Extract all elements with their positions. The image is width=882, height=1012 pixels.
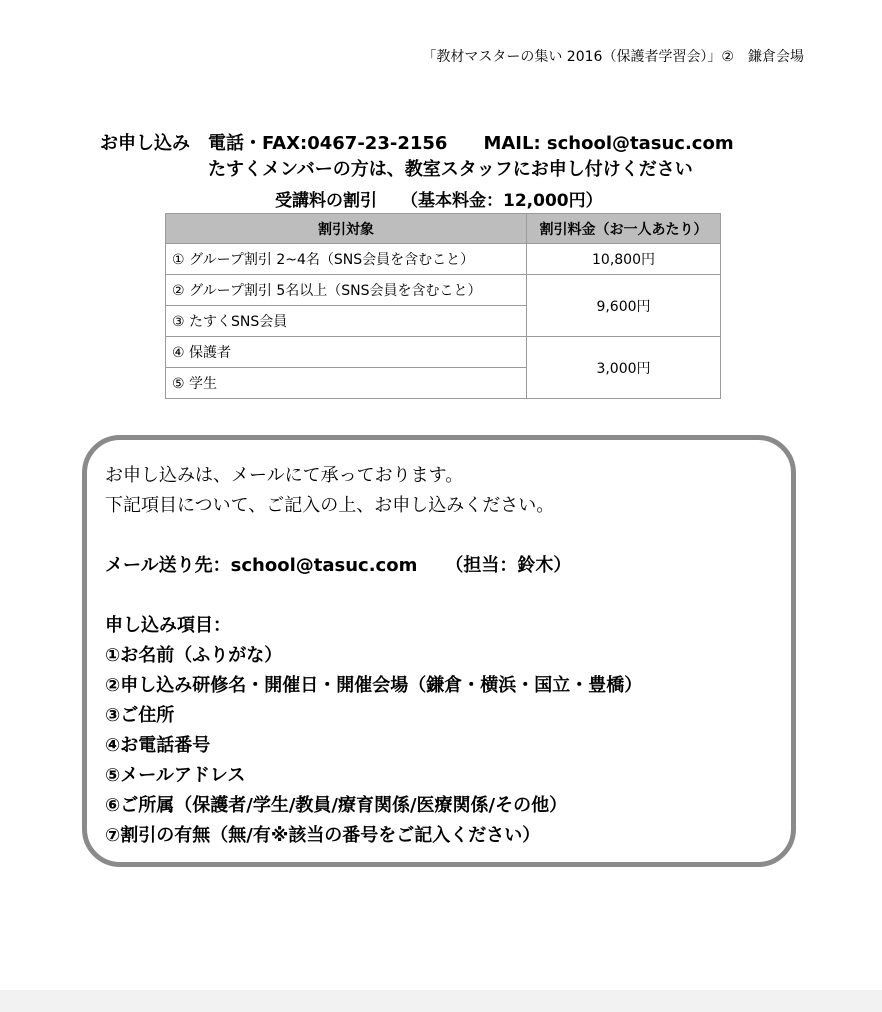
table-row: [166, 337, 721, 368]
list-item: ③ご住所: [105, 705, 175, 726]
discount-table: [165, 213, 721, 399]
contact-phone: 電話・FAX:0467-23-2156: [208, 133, 448, 154]
application-info-box: [82, 435, 796, 867]
list-item: ④お電話番号: [105, 735, 211, 756]
email-line: [105, 551, 642, 581]
discount-target: ① グループ割引 2~4名（SNS会員を含むこと）: [166, 244, 527, 275]
list-item: ②申し込み研修名・開催日・開催会場（鎌倉・横浜・国立・豊橋）: [105, 675, 643, 696]
discount-price: 9,600円: [527, 275, 721, 337]
email-contact: （担当：鈴木）: [445, 555, 572, 576]
list-item: ⑤メールアドレス: [105, 765, 246, 786]
header-target: 割引対象: [166, 214, 527, 244]
items-title: 申し込み項目：: [105, 615, 231, 636]
contact-label: お申し込み: [100, 133, 190, 154]
page-bottom-edge: [0, 990, 882, 1012]
contact-block: [100, 131, 734, 183]
discount-target: ⑤ 学生: [166, 368, 527, 399]
discount-target: ③ たすくSNS会員: [166, 306, 527, 337]
table-row: [166, 275, 721, 306]
discount-title: 受講料の割引: [275, 191, 377, 211]
discount-target: ④ 保護者: [166, 337, 527, 368]
list-item: ⑥ご所属（保護者/学生/教員/療育関係/医療関係/その他）: [105, 795, 568, 816]
member-note: たすくメンバーの方は、教室スタッフにお申し付けください: [208, 159, 693, 180]
list-item: ①お名前（ふりがな）: [105, 645, 283, 666]
table-row: [166, 244, 721, 275]
intro-line: お申し込みは、メールにて承っております。: [105, 465, 464, 486]
header-price: 割引料金（お一人あたり）: [527, 214, 721, 244]
discount-price: 10,800円: [527, 244, 721, 275]
contact-mail: MAIL: school@tasuc.com: [483, 133, 734, 154]
table-header-row: [166, 214, 721, 244]
discount-target: ② グループ割引 5名以上（SNS会員を含むこと）: [166, 275, 527, 306]
intro-line: 下記項目について、ご記入の上、お申し込みください。: [105, 495, 555, 516]
discount-price: 3,000円: [527, 337, 721, 399]
document-header: 「教材マスターの集い 2016（保護者学習会）」② 鎌倉会場: [422, 49, 804, 65]
email-address: メール送り先：school@tasuc.com: [105, 555, 418, 576]
discount-title-line: [275, 186, 603, 211]
list-item: ⑦割引の有無（無/有※該当の番号をご記入ください）: [105, 825, 541, 846]
base-fee: （基本料金：12,000円）: [401, 191, 603, 211]
